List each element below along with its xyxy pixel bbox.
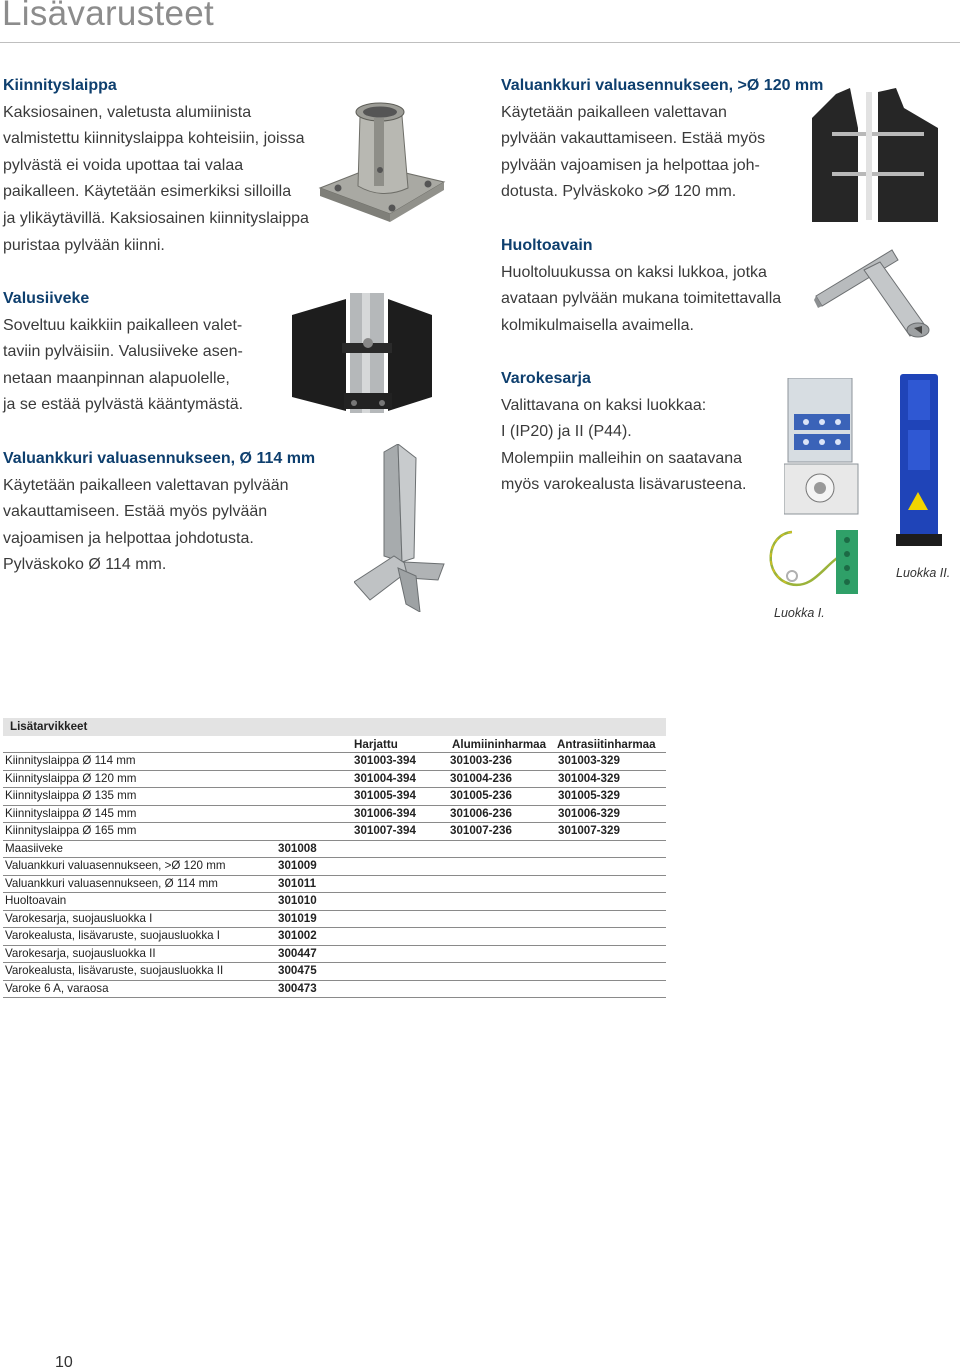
section-valuankkuri-120: [501, 73, 831, 206]
table-row: [3, 858, 666, 876]
table-cell: 301004-329: [558, 771, 620, 785]
table-row: [3, 823, 666, 841]
section-body: Valittavana on kaksi luokkaa: I (IP20) ja II (P44). Molempiin malleihin on saatavana myös varokealusta lisävarusteena.: [501, 396, 747, 494]
table-cell: Varokealusta, lisävaruste, suojausluokka II: [5, 964, 224, 977]
table-cell: 301009: [278, 859, 317, 872]
table-cell: Kiinnityslaippa Ø 145 mm: [5, 806, 137, 820]
caption-class-2: Luokka II.: [896, 566, 951, 580]
table-cell: 301003-329: [558, 754, 620, 767]
table-header-row: [3, 736, 666, 753]
table-row: [3, 946, 666, 964]
section-body: Käytetään paikalleen valettavan pylvään vakauttamiseen. Estää myös pylvään vajoamisen ja helpottaa joh- dotusta. Pylväskoko >Ø 120 mm.: [501, 103, 766, 201]
section-heading: Huoltoavain: [501, 237, 593, 254]
section-heading: Valusiiveke: [3, 290, 90, 307]
item-rows: [3, 841, 666, 999]
table-cell: 301010: [278, 894, 317, 907]
page-title: Lisävarusteet: [2, 0, 215, 33]
fuse-base-image: [762, 526, 864, 598]
section-body: Soveltuu kaikkiin paikalleen valet- taviin pylväisiin. Valusiiveke asen- netaan maanpinnan alapuolelle, ja se estää pylvästä kääntymästä.: [3, 316, 244, 414]
table-cell: 301004-394: [354, 771, 416, 785]
table-row: [3, 841, 666, 859]
mounting-flange-image: [316, 96, 448, 231]
section-heading: Valuankkuri valuasennukseen, >Ø 120 mm: [501, 77, 824, 94]
table-cell: 300475: [278, 964, 317, 977]
table-cell: Valuankkuri valuasennukseen, Ø 114 mm: [5, 876, 218, 890]
table-cell: Varokealusta, lisävaruste, suojausluokka I: [5, 929, 221, 942]
table-row: [3, 928, 666, 946]
table-cell: Kiinnityslaippa Ø 135 mm: [5, 789, 137, 802]
table-cell: 301011: [278, 876, 317, 890]
table-row: [3, 893, 666, 911]
table-cell: 300473: [278, 981, 317, 995]
table-title: Lisätarvikkeet: [3, 718, 666, 736]
table-cell: Varokesarja, suojausluokka II: [5, 946, 156, 960]
section-valusiiveke: [3, 286, 293, 419]
service-key-image: [814, 244, 932, 340]
table-cell: Kiinnityslaippa Ø 165 mm: [5, 824, 137, 837]
table-row: [3, 876, 666, 894]
table-cell: 301005-329: [558, 789, 620, 802]
table-row: [3, 806, 666, 824]
section-body: Huoltoluukussa on kaksi lukkoa, jotka avataan pylvään mukana toimitettavalla kolmikulmaisella avaimella.: [501, 263, 782, 334]
anchor-120-image: [812, 88, 940, 224]
section-varokesarja: [501, 366, 781, 499]
anchor-114-image: [354, 444, 448, 612]
column-header: Antrasiitinharmaa: [557, 738, 656, 751]
table-cell: 301007-329: [558, 824, 620, 837]
table-cell: Varoke 6 A, varaosa: [5, 981, 109, 995]
flange-rows: [3, 753, 666, 841]
table-row: [3, 788, 666, 806]
section-body: Käytetään paikalleen valettavan pylvään vakauttamiseen. Estää myös pylvään vajoamisen ja helpottaa johdotusta. Pylväskoko Ø 114 mm.: [3, 476, 289, 574]
table-cell: 301005-236: [450, 789, 512, 802]
table-cell: 301008: [278, 841, 317, 855]
table-cell: Huoltoavain: [5, 894, 67, 907]
section-huoltoavain: [501, 233, 811, 339]
table-cell: 301002: [278, 929, 317, 942]
table-row: [3, 753, 666, 771]
table-cell: 301007-394: [354, 824, 416, 837]
accessories-table: [3, 718, 666, 998]
section-heading: Kiinnityslaippa: [3, 77, 117, 94]
column-header: Alumiininharmaa: [452, 738, 547, 751]
fuse-set-class1-image: [784, 378, 862, 518]
caption-class-1: Luokka I.: [774, 606, 825, 620]
table-cell: Maasiiveke: [5, 841, 63, 855]
table-row: [3, 771, 666, 789]
cast-wing-image: [292, 293, 432, 423]
table-cell: Valuankkuri valuasennukseen, >Ø 120 mm: [5, 859, 226, 872]
section-body: Kaksiosainen, valetusta alumiinista valmistettu kiinnityslaippa kohteisiin, joissa pylvästä ei voida upottaa tai valaa paikalleen. Käytetään esimerkiksi silloilla ja ylikäytävillä. Kaksiosainen kiinnityslaippa puristaa pylvään kiinni.: [3, 103, 309, 254]
table-cell: 301004-236: [450, 771, 512, 785]
title-divider: [0, 42, 960, 43]
table-cell: 301003-394: [354, 754, 416, 767]
table-row: [3, 911, 666, 929]
table-cell: Kiinnityslaippa Ø 120 mm: [5, 771, 137, 785]
table-cell: 301005-394: [354, 789, 416, 802]
table-cell: 301007-236: [450, 824, 512, 837]
table-cell: Varokesarja, suojausluokka I: [5, 911, 153, 925]
table-cell: 301006-329: [558, 806, 620, 820]
column-header: Harjattu: [354, 738, 398, 751]
table-cell: 300447: [278, 946, 317, 960]
section-valuankkuri-114: [3, 446, 333, 579]
table-cell: Kiinnityslaippa Ø 114 mm: [5, 754, 136, 767]
page-number: 10: [55, 1354, 73, 1371]
table-row: [3, 981, 666, 999]
section-kiinnityslaippa: [3, 73, 333, 259]
table-cell: 301019: [278, 911, 317, 925]
section-heading: Varokesarja: [501, 370, 591, 387]
table-row: [3, 963, 666, 981]
table-cell: 301003-236: [450, 754, 512, 767]
fuse-set-class2-image: [894, 374, 944, 554]
table-cell: 301006-236: [450, 806, 512, 820]
table-cell: 301006-394: [354, 806, 416, 820]
section-heading: Valuankkuri valuasennukseen, Ø 114 mm: [3, 450, 316, 467]
